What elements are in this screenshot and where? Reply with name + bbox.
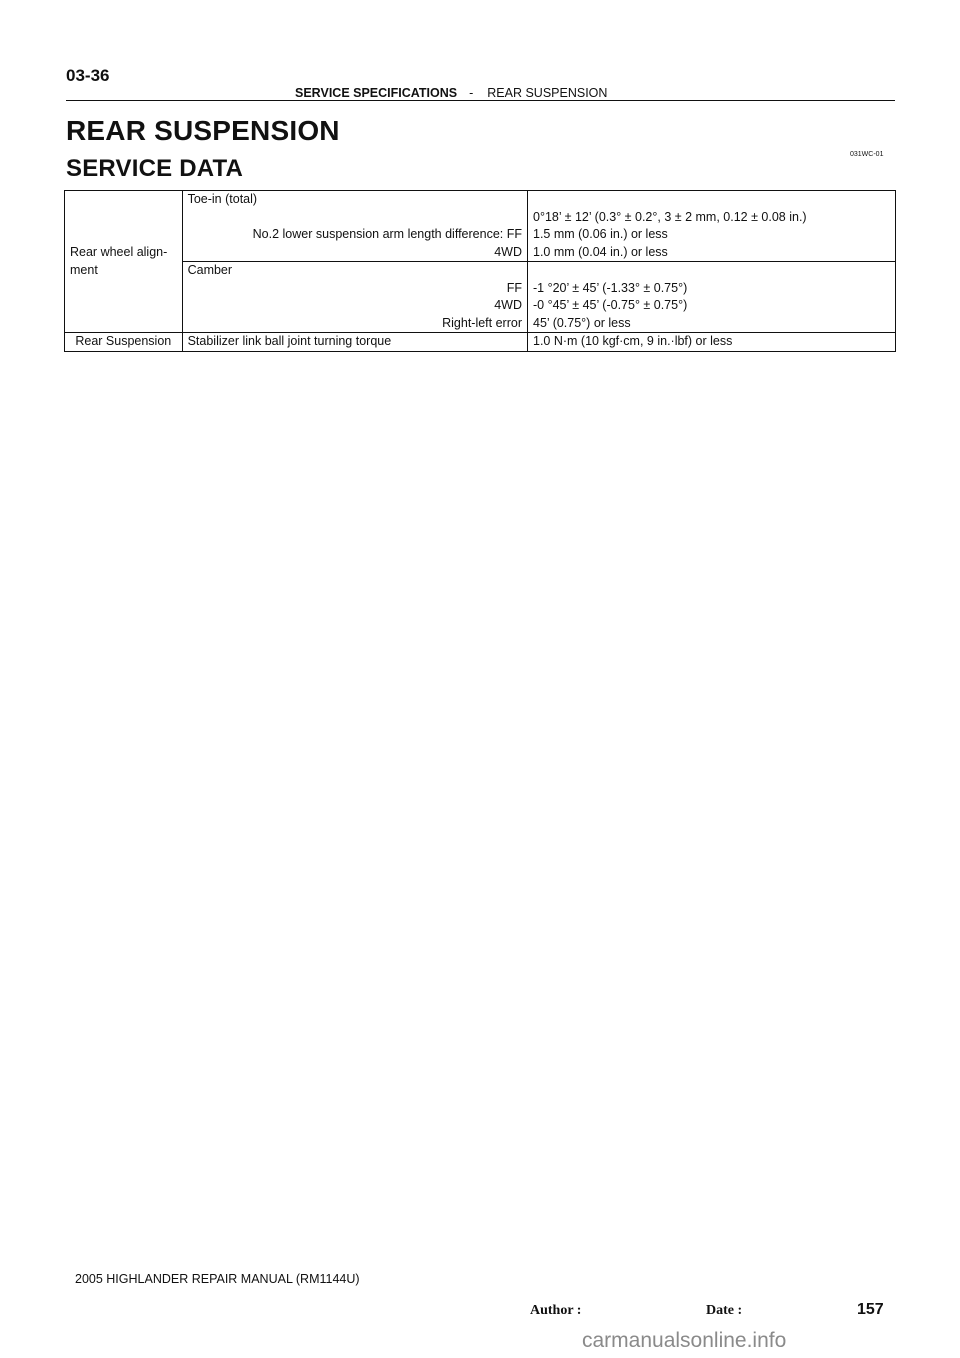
camber-ff-label: FF [506,280,522,295]
section-header-bold: SERVICE SPECIFICATIONS [295,86,458,100]
section-header [295,86,607,100]
item-label-line2: ment [70,262,98,277]
footer-author-label: Author : [530,1303,582,1318]
watermark-text: carmanualsonline.info [582,1329,787,1352]
arm-length-4wd-label: 4WD [494,244,522,259]
value-cell-camber [528,262,896,333]
table-row-stabilizer [65,333,896,352]
sub-item-cell-toe-in [182,191,527,262]
arm-length-label: No.2 lower suspension arm length difference: FF [252,227,522,241]
arm-length-ff-value: 1.5 mm (0.06 in.) or less [533,227,668,241]
item-cell-rear-suspension: Rear Suspension [65,333,183,352]
toe-in-label: Toe-in (total) [187,192,258,206]
footer-date-label: Date : [706,1303,743,1318]
value-cell-toe-in [528,191,896,262]
camber-right-left-label: Right-left error [442,315,522,330]
section-header-separator: - [469,86,474,100]
spacer [188,209,522,227]
spacer [533,262,890,280]
arm-length-4wd-value: 1.0 mm (0.04 in.) or less [533,244,668,259]
camber-4wd-label: 4WD [494,298,522,312]
page-title: REAR SUSPENSION [66,115,340,146]
table-row-toe-in [65,191,896,262]
sub-item-cell-stabilizer: Stabilizer link ball joint turning torque [182,333,527,352]
document-code: 031WC-01 [850,151,884,158]
section-subtitle: SERVICE DATA [66,155,244,182]
item-label-line1: Rear wheel align- [70,245,168,259]
camber-ff-value: -1 °20’ ± 45’ (-1.33° ± 0.75°) [533,280,688,295]
page-number: 03-36 [66,66,110,85]
footer-manual-title: 2005 HIGHLANDER REPAIR MANUAL (RM1144U) [75,1272,360,1286]
value-cell-stabilizer: 1.0 N·m (10 kgf·cm, 9 in.·lbf) or less [528,333,896,352]
footer-page-number: 157 [857,1301,884,1318]
table-row-camber [65,262,896,333]
camber-4wd-value: -0 °45’ ± 45’ (-0.75° ± 0.75°) [533,298,688,312]
toe-in-value: 0°18’ ± 12’ (0.3° ± 0.2°, 3 ± 2 mm, 0.12 ± 0.08 in.) [533,209,807,224]
item-cell-rear-wheel-alignment [65,191,183,333]
spacer [533,191,890,209]
section-header-name: REAR SUSPENSION [487,86,608,100]
service-data-table [64,190,896,352]
camber-label: Camber [187,263,233,277]
camber-right-left-value: 45’ (0.75°) or less [533,315,631,330]
sub-item-cell-camber [182,262,527,333]
header-rule [66,100,895,101]
